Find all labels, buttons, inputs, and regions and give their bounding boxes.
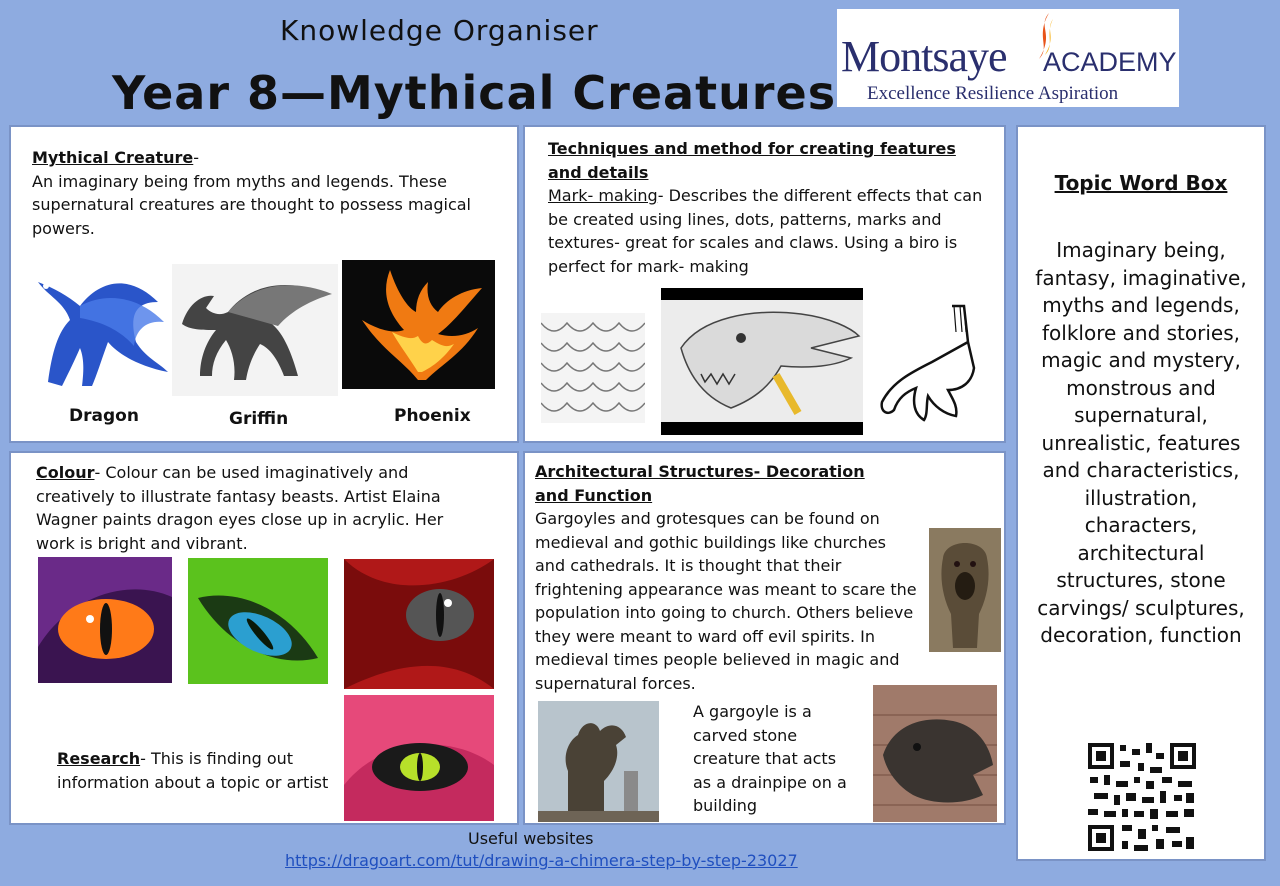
research-term: Research xyxy=(57,749,141,768)
gargoyle-note: A gargoyle is a carved stone creature that acts as a drainpipe on a building xyxy=(693,702,847,815)
griffin-image xyxy=(172,264,338,396)
scales-drawing-image xyxy=(541,313,645,423)
architecture-text: Gargoyles and grotesques can be found on medieval and gothic buildings like churches and cathedrals. It is thought that their frightening appearance was meant to scare the population into going to church. Others believe they were meant to ward off evil spirits. In medieval times people believed in magic and supernatural forces. xyxy=(535,509,917,693)
logo-academy: ACADEMY xyxy=(1043,47,1177,77)
purple-dragon-eye-image xyxy=(38,557,172,683)
useful-website-link[interactable]: https://dragoart.com/tut/drawing-a-chimera-step-by-step-23027 xyxy=(285,851,798,870)
page-subtitle: Knowledge Organiser xyxy=(280,14,599,47)
mark-making-description: - Describes the different effects that can be created using lines, dots, patterns, marks and textures- great for scales and claws. Using a biro is perfect for mark- making xyxy=(548,186,983,276)
architecture-heading-text: Architectural Structures- Decoration and Function xyxy=(535,462,865,505)
caption-griffin: Griffin xyxy=(229,409,289,429)
caption-phoenix: Phoenix xyxy=(394,406,471,426)
gargoyle-closeup-image xyxy=(873,685,997,822)
qr-code-icon[interactable] xyxy=(1086,741,1198,853)
gargoyle-cathedral-image xyxy=(538,701,659,822)
colour-description: - Colour can be used imaginatively and creatively to illustrate fantasy beasts. Artist Elaina Wagner paints dragon eyes close up in acrylic. Her work is bright and vibrant. xyxy=(36,463,444,553)
research-description: - This is finding out information about a topic or artist xyxy=(57,749,329,792)
useful-websites-label: Useful websites xyxy=(468,829,594,848)
mark-making-text xyxy=(548,184,993,278)
dragon-head-drawing-image xyxy=(661,288,863,435)
caption-dragon: Dragon xyxy=(69,406,139,426)
red-dragon-eye-image xyxy=(344,559,494,689)
green-dragon-eye-image xyxy=(188,558,328,684)
topic-word-box-panel xyxy=(1016,125,1266,861)
research-text xyxy=(57,747,342,794)
architecture-panel xyxy=(523,451,1006,825)
useful-website-link-wrapper xyxy=(285,851,798,870)
mythical-term: Mythical Creature xyxy=(32,148,194,167)
techniques-heading-text: Techniques and method for creating features and details xyxy=(548,139,956,182)
topic-word-box-list: Imaginary being, fantasy, imaginative, myths and legends, folklore and stories, magic and mystery, monstrous and supernatural, unrealistic, features and characteristics, illustration, characters, architectural structures, stone carvings/ sculptures, decoration, function xyxy=(1035,238,1247,647)
mythical-definition xyxy=(32,146,482,240)
colour-term: Colour xyxy=(36,463,95,482)
dragon-image xyxy=(18,262,168,394)
architecture-heading xyxy=(535,460,895,507)
phoenix-image xyxy=(342,260,495,389)
mark-making-term: Mark- making xyxy=(548,186,658,205)
pink-dragon-eye-image xyxy=(344,695,494,821)
logo-name: Montsaye xyxy=(841,32,1007,81)
school-logo xyxy=(837,9,1179,107)
page-title: Year 8—Mythical Creatures xyxy=(112,66,837,120)
grotesque-carving-image xyxy=(929,528,1001,652)
colour-text xyxy=(36,461,446,555)
mythical-creature-panel xyxy=(9,125,519,443)
techniques-heading xyxy=(548,137,988,184)
mythical-definition-text: An imaginary being from myths and legends. These supernatural creatures are thought to possess magical powers. xyxy=(32,171,471,238)
logo-motto: Excellence Resilience Aspiration xyxy=(867,83,1119,104)
claw-drawing-image xyxy=(872,302,990,424)
mythical-dash: - xyxy=(193,148,200,167)
topic-word-box-title: Topic Word Box xyxy=(1054,171,1228,195)
colour-panel xyxy=(9,451,519,825)
techniques-panel xyxy=(523,125,1006,443)
